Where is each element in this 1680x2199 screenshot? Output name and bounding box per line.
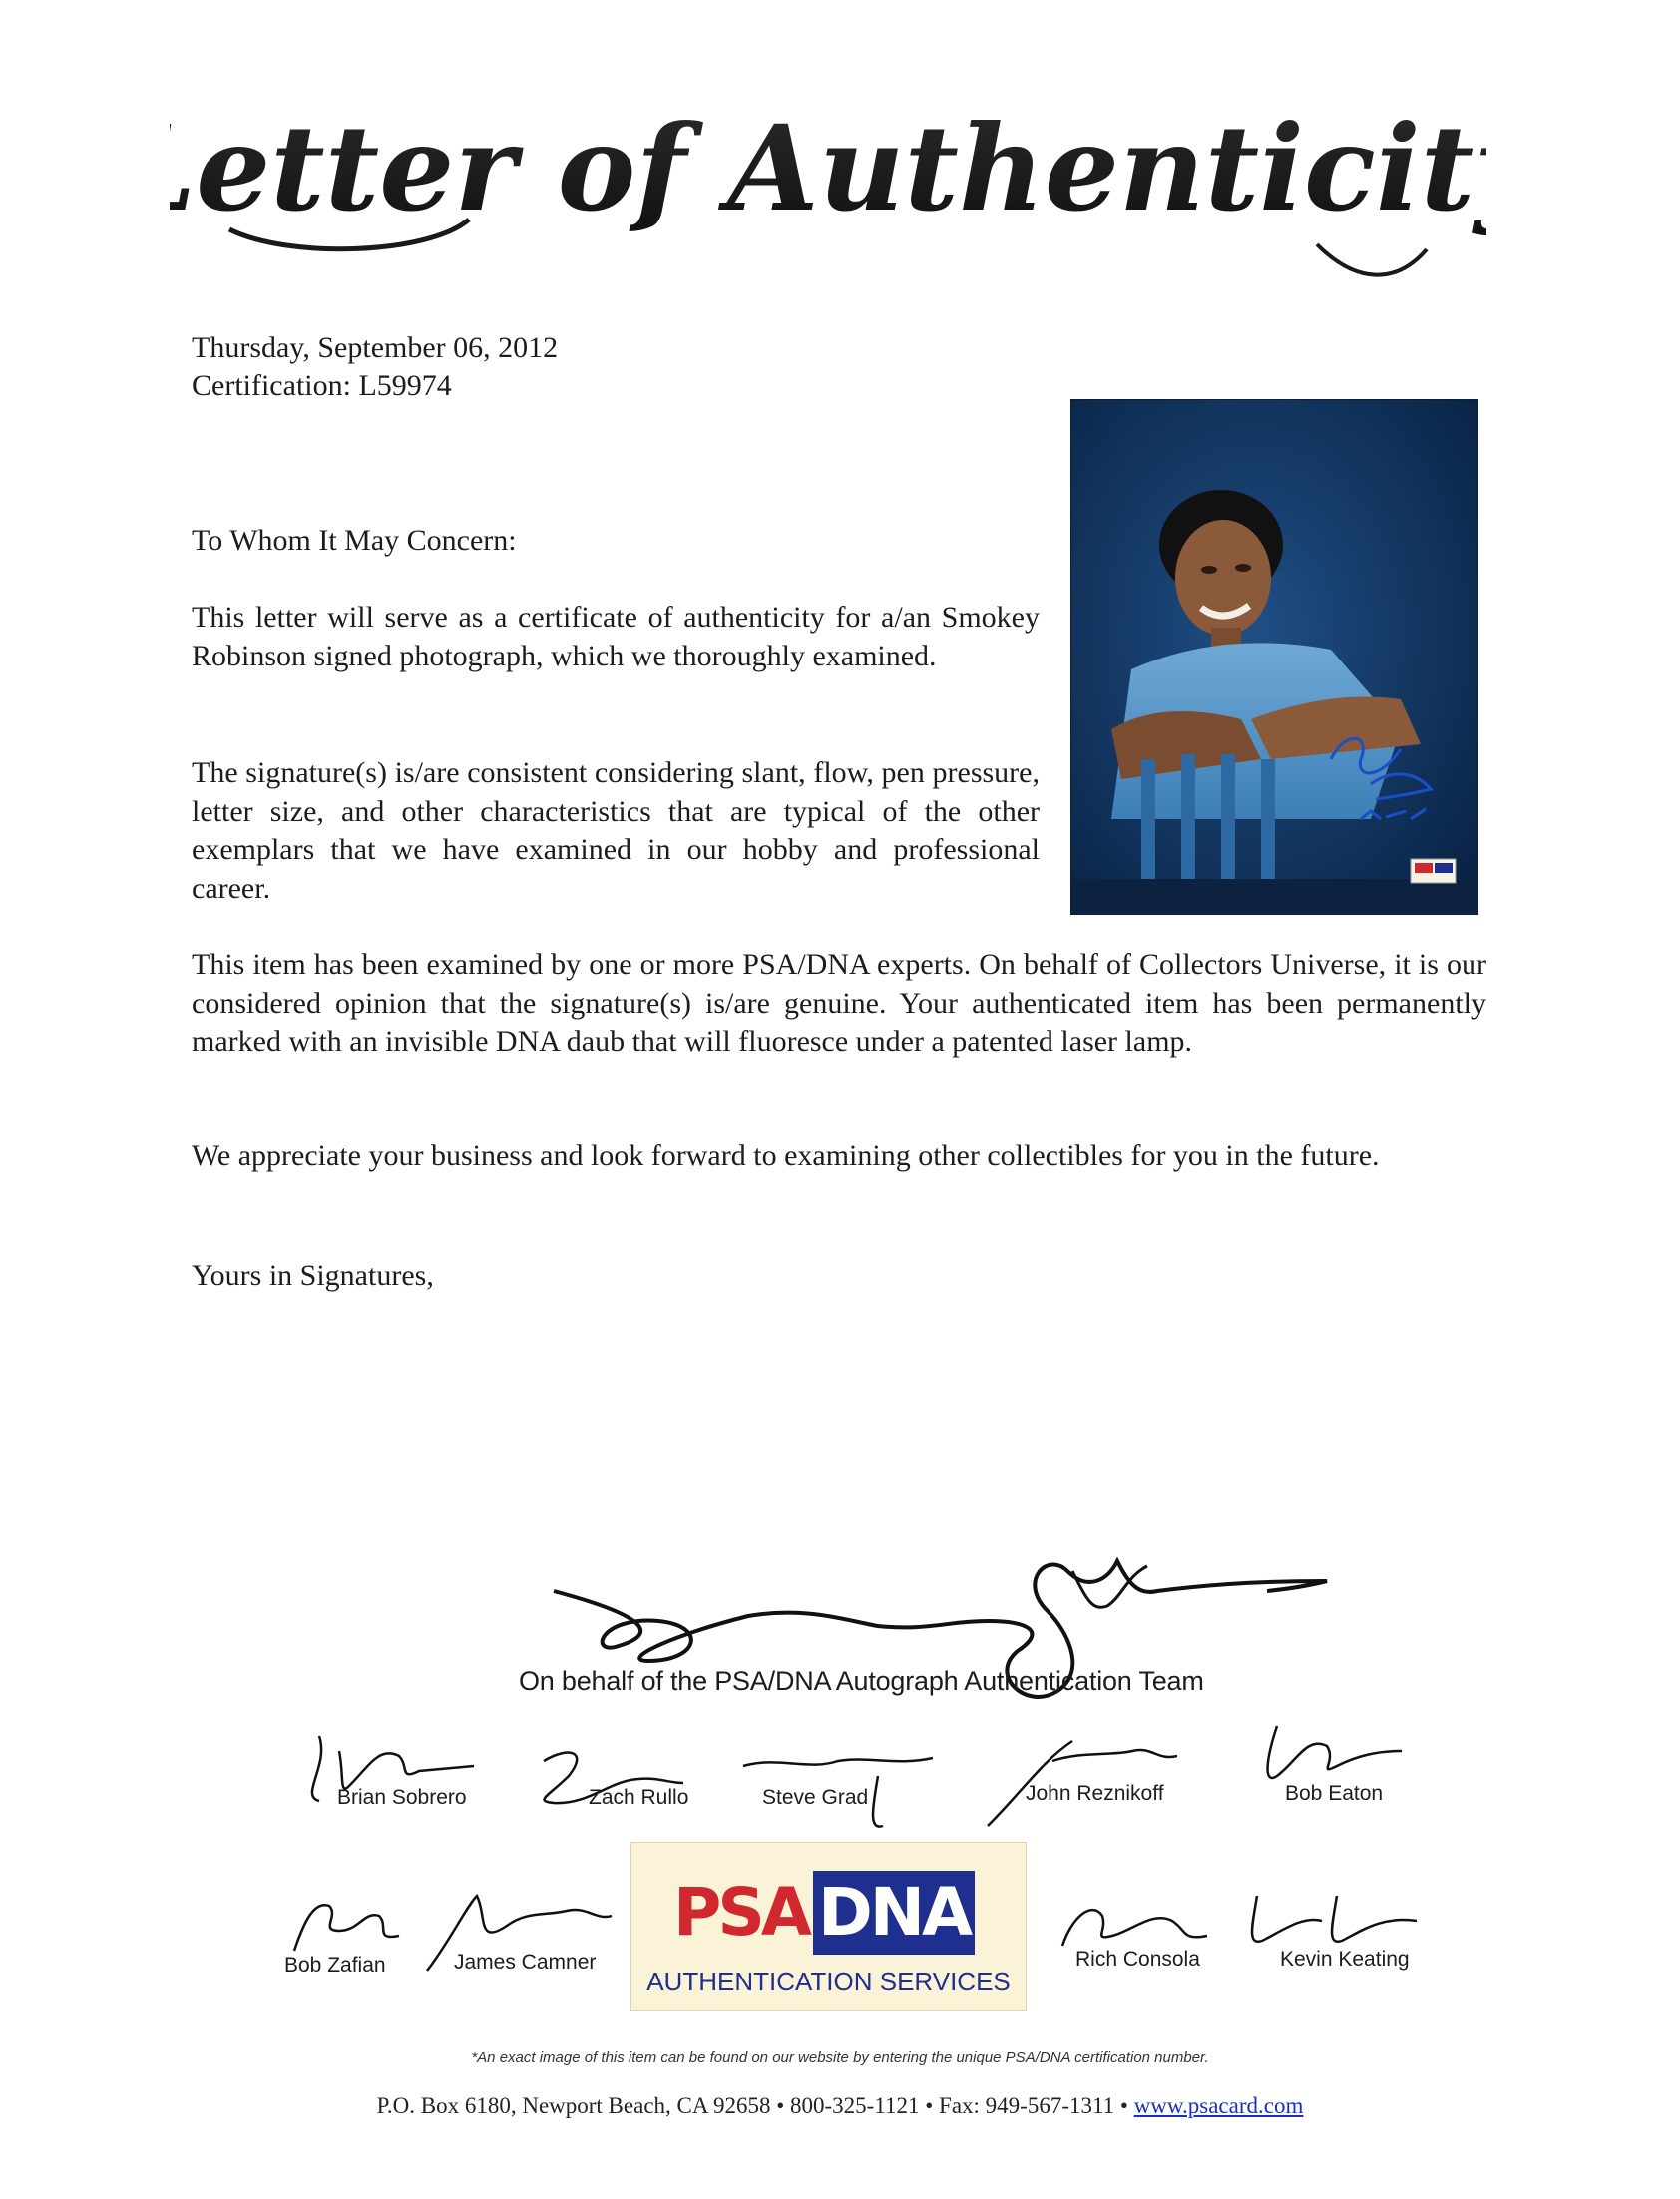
- body-paragraph-1: This letter will serve as a certificate of authenticity for a/an Smokey Robinson signed photograph, which we thoroughly examined.: [192, 601, 1040, 672]
- website-link[interactable]: www.psacard.com: [1133, 2093, 1304, 2118]
- logo-dna-text: DNA: [817, 1874, 971, 1951]
- signature-john-reznikoff: [983, 1731, 1182, 1831]
- signer-bob-zafian: Bob Zafian: [284, 1954, 386, 1977]
- psa-dna-logo: [630, 1842, 1027, 2011]
- footer-note: *An exact image of this item can be found on our website by entering the unique PSA/DNA certification number.: [471, 2049, 1209, 2066]
- signer-bob-eaton: Bob Eaton: [1285, 1782, 1384, 1805]
- address-text: P.O. Box 6180, Newport Beach, CA 92658 • 800-325-1121 • Fax: 949-567-1311 •: [376, 2093, 1134, 2118]
- body-paragraph-4: We appreciate your business and look forward to examining other collectibles for you in the future.: [192, 1139, 1380, 1172]
- team-line: On behalf of the PSA/DNA Autograph Authentication Team: [519, 1666, 1204, 1696]
- letter-title: [170, 70, 1486, 299]
- signer-john-reznikoff: John Reznikoff: [1026, 1782, 1164, 1805]
- signer-kevin-keating: Kevin Keating: [1280, 1948, 1410, 1971]
- body-paragraph-3: This item has been examined by one or more PSA/DNA experts. On behalf of Collectors Universe, it is our considered opinion that the signature(s) is/are genuine. Your authenticated item has been permanently marked with an invisible DNA daub that will fluoresce under a patented laser lamp.: [192, 948, 1486, 1058]
- signer-brian-sobrero: Brian Sobrero: [337, 1786, 467, 1809]
- signer-james-camner: James Camner: [454, 1951, 597, 1974]
- logo-subtitle: AUTHENTICATION SERVICES: [646, 1967, 1011, 1996]
- signed-photograph: [1070, 399, 1478, 915]
- body-paragraph-2: The signature(s) is/are consistent considering slant, flow, pen pressure, letter size, and other characteristics that are typical of the other exemplars that we have examined in our hobby and professional career.: [192, 756, 1040, 905]
- certification-number: Certification: L59974: [192, 369, 452, 402]
- signature-bob-zafian: [284, 1891, 404, 1961]
- footer-address: [0, 2093, 1680, 2119]
- signer-rich-consola: Rich Consola: [1075, 1948, 1200, 1971]
- signer-zach-rullo: Zach Rullo: [589, 1786, 689, 1809]
- title-text: Letter of Authenticity: [170, 99, 1486, 237]
- letter-date: Thursday, September 06, 2012: [192, 331, 559, 364]
- team-signature: [549, 1551, 1337, 1726]
- logo-psa-text: PSA: [673, 1874, 808, 1951]
- closing-line: Yours in Signatures,: [192, 1259, 434, 1292]
- salutation: To Whom It May Concern:: [192, 524, 517, 557]
- signer-steve-grad: Steve Grad: [762, 1786, 869, 1809]
